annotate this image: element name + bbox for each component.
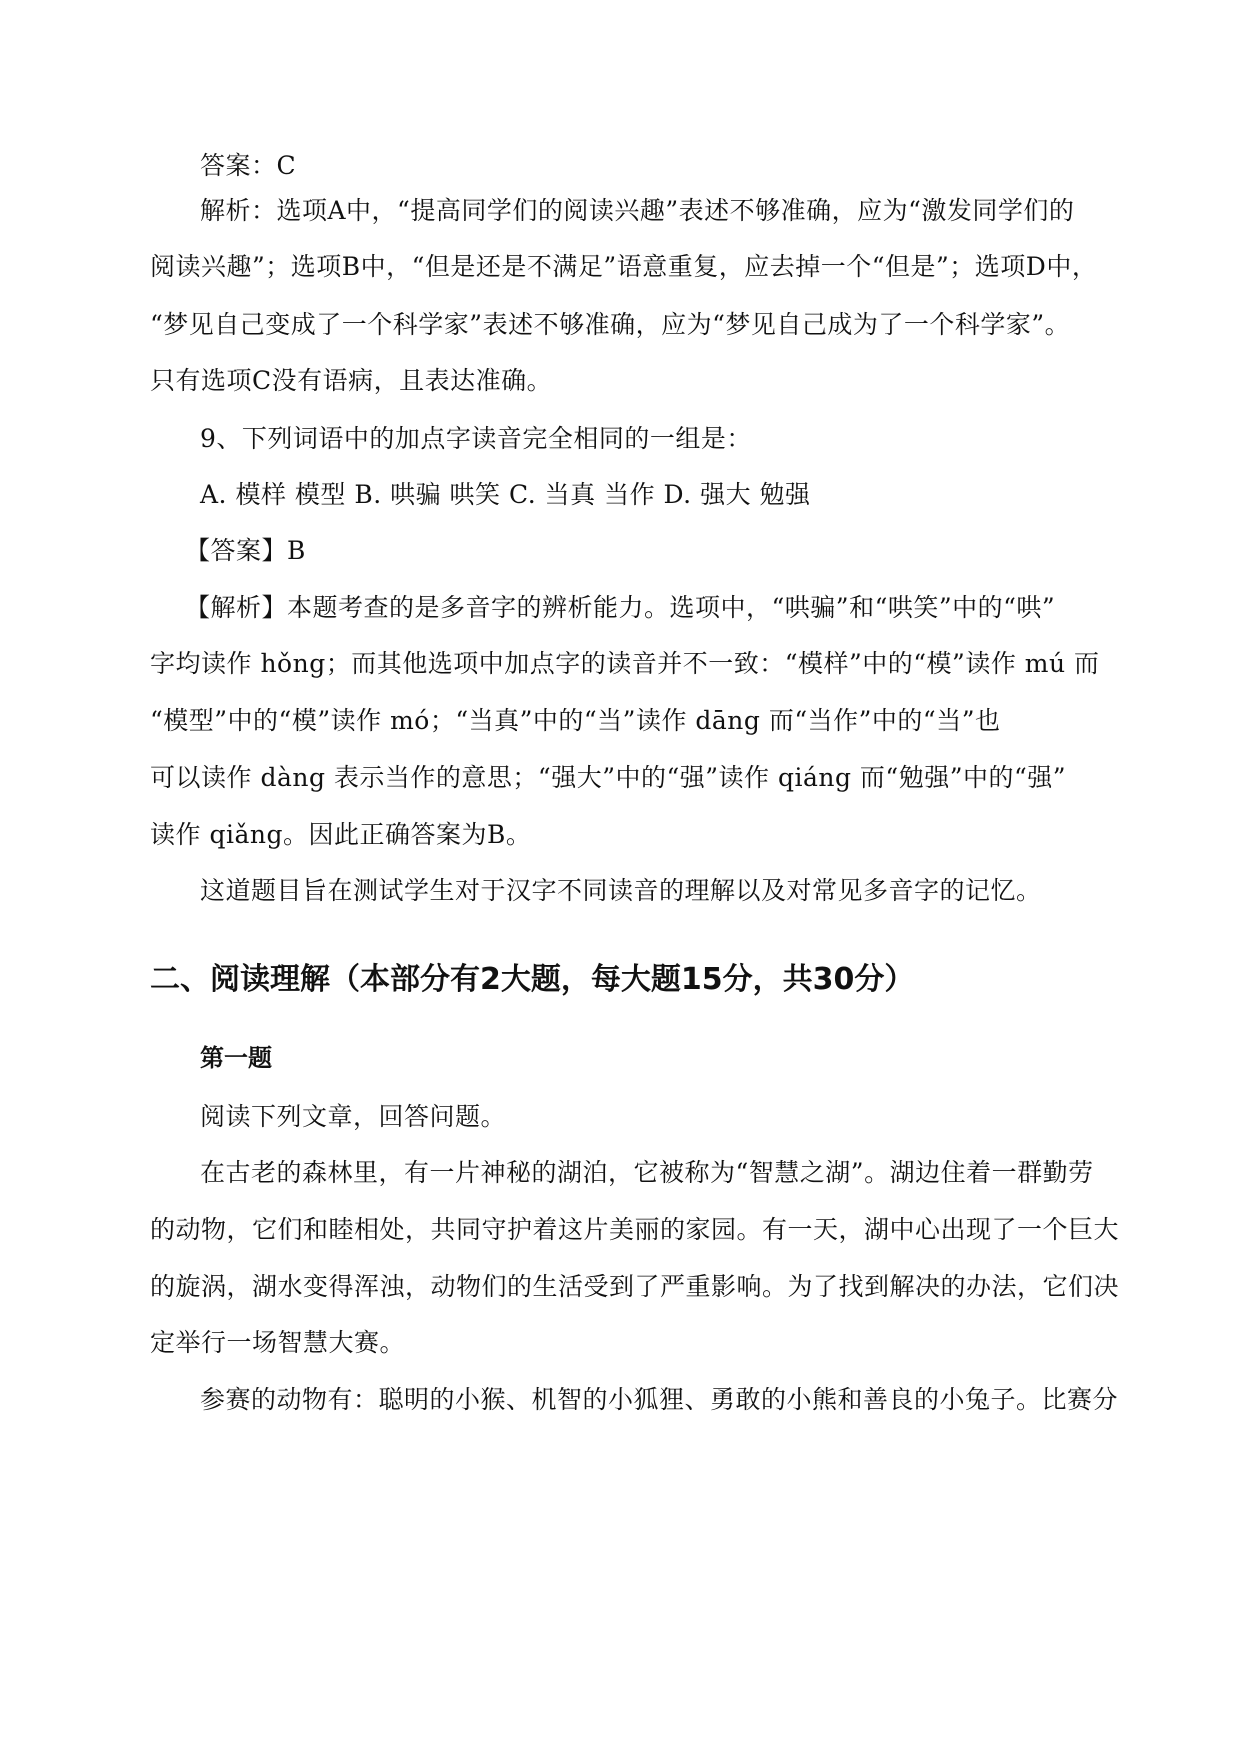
q9-analysis-line-1: 【解析】本题考查的是多音字的辨析能力。选项中，“哄骗”和“哄笑”中的“哄” bbox=[185, 593, 1056, 622]
q9-analysis-line-2: 字均读作 hǒng；而其他选项中加点字的读音并不一致：“模样”中的“模”读作 mú 而 bbox=[150, 649, 1100, 678]
passage-line-2: 的动物，它们和睦相处，共同守护着这片美丽的家园。有一天，湖中心出现了一个巨大 bbox=[150, 1215, 1120, 1244]
q9-summary: 这道题目旨在测试学生对于汉字不同读音的理解以及对常见多音字的记忆。 bbox=[200, 876, 1042, 905]
passage-line-4: 定举行一场智慧大赛。 bbox=[150, 1328, 406, 1357]
q9-answer: 【答案】B bbox=[185, 536, 306, 565]
q8-analysis-line-1: 解析：选项A中，“提高同学们的阅读兴趣”表述不够准确，应为“激发同学们的 bbox=[200, 196, 1075, 225]
first-question-title: 第一题 bbox=[200, 1044, 272, 1072]
passage-line-1: 在古老的森林里，有一片神秘的湖泊，它被称为“智慧之湖”。湖边住着一群勤劳 bbox=[200, 1158, 1094, 1187]
q9-analysis-line-3: “模型”中的“模”读作 mó；“当真”中的“当”读作 dāng 而“当作”中的“当”也 bbox=[150, 706, 1001, 735]
section-heading: 二、阅读理解（本部分有2大题，每大题15分，共30分） bbox=[150, 962, 915, 997]
q9-options: A. 模样 模型 B. 哄骗 哄笑 C. 当真 当作 D. 强大 勉强 bbox=[200, 480, 811, 509]
q9-analysis-line-4: 可以读作 dàng 表示当作的意思；“强大”中的“强”读作 qiáng 而“勉强”中的“强” bbox=[150, 763, 1067, 792]
q9-question: 9、下列词语中的加点字读音完全相同的一组是： bbox=[200, 424, 752, 453]
q8-analysis-line-4: 只有选项C没有语病，且表达准确。 bbox=[150, 366, 553, 395]
passage-line-3: 的旋涡，湖水变得浑浊，动物们的生活受到了严重影响。为了找到解决的办法，它们决 bbox=[150, 1272, 1120, 1301]
q8-analysis-line-3: “梦见自己变成了一个科学家”表述不够准确，应为“梦见自己成为了一个科学家”。 bbox=[150, 310, 1071, 339]
q8-answer-line: 答案：C bbox=[200, 151, 297, 180]
passage-line-5: 参赛的动物有：聪明的小猴、机智的小狐狸、勇敢的小熊和善良的小兔子。比赛分 bbox=[200, 1385, 1119, 1414]
q9-analysis-line-5: 读作 qiǎng。因此正确答案为B。 bbox=[150, 820, 532, 849]
q8-analysis-line-2: 阅读兴趣”；选项B中，“但是还是不满足”语意重复，应去掉一个“但是”；选项D中， bbox=[150, 252, 1098, 281]
instruction: 阅读下列文章，回答问题。 bbox=[200, 1102, 507, 1131]
